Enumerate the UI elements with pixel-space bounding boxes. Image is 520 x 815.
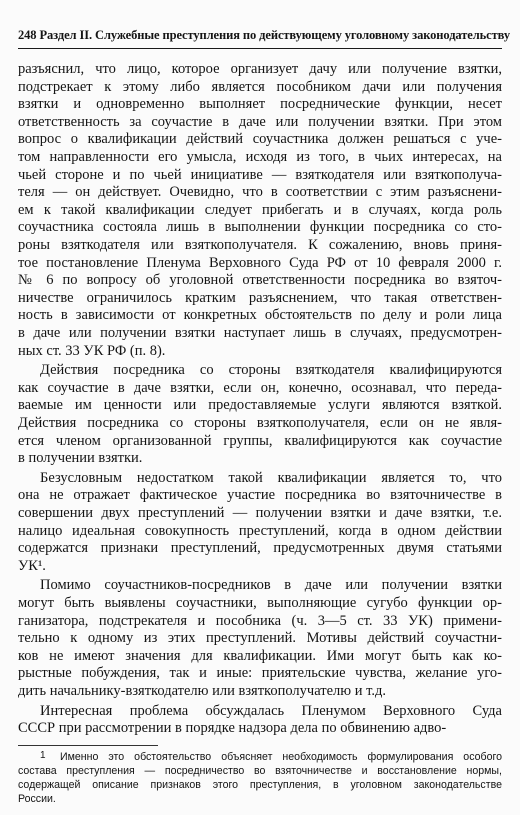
footnote-rule: [18, 745, 158, 746]
text-line: Помимо соучастников-посредников в даче или получении взятки: [40, 577, 502, 594]
header-rule: [18, 48, 502, 49]
text-line: подстрекает к этому либо является пособником дачи или получения: [18, 78, 502, 95]
text-line: разъяснил, что лицо, которое организует дачу или получение взятки,: [18, 61, 502, 77]
footnote-line: содержащей описание признаков этого преступления, в уголовном законодательстве: [18, 779, 502, 791]
text-line: Действия посредника со стороны взяткодателя квалифицируются: [40, 362, 502, 379]
text-line: взятки и одновременно выполняет посреднические функции, несет: [18, 96, 502, 113]
text-line: вопрос о квалификации действий соучастника должен решаться с уче-: [18, 131, 502, 148]
text-line: ответственность за соучастие в даче или получении взятки. При этом: [18, 113, 502, 130]
text-line: совершении двух преступлений — получении взятки и даче взятки, т.е.: [18, 505, 502, 521]
text-line: рыстные побуждения, так и иные: приятельские чувства, желание уго-: [18, 665, 502, 682]
text-line: в получении взятки.: [18, 450, 143, 467]
text-line: она не отражает фактическое участие посредника во взяточничестве в: [18, 487, 502, 504]
text-line: соучастника состояла лишь в выполнении функции посредника со сто-: [18, 219, 502, 236]
text-line: в даче или получении взятки наступает лишь в случаях, предусмотрен-: [18, 325, 502, 341]
text-line: содержатся признаки преступлений, предусмотренных двумя статьями: [18, 540, 502, 557]
running-header: 248 Раздел II. Служебные преступления по действующему уголовному законодательству: [18, 28, 511, 42]
text-line: как соучастие в даче взятки, если он, конечно, осознавал, что переда-: [18, 379, 502, 396]
text-line: чьей стороне и по чьей инициативе — взяткодателя или взяткополуча-: [18, 166, 502, 183]
text-line: том направленности его умысла, исходя из того, в чьих интересах, на: [18, 149, 502, 165]
text-line: налицо идеальная совокупность преступлений, когда в одном действии: [18, 522, 502, 539]
text-line: Интересная проблема обсуждалась Пленумом Верховного Суда: [40, 702, 502, 719]
text-line: СССР при рассмотрении в порядке надзора дела по обвинению адво-: [18, 720, 447, 737]
text-line: могут быть выявлены соучастники, выполняющие сугубо функции ор-: [18, 595, 502, 611]
text-line: роны взяткодателя или взяткополучателя. К сожалению, вновь приня-: [18, 237, 502, 253]
text-line: теля — он действует. Очевидно, что в соответствии с этим разъяснени-: [18, 184, 502, 201]
text-line: ных ст. 33 УК РФ (п. 8).: [18, 342, 166, 359]
text-line: ность в зависимости от конкретных обстоятельств по делу и роли лица: [18, 307, 502, 324]
text-line: ничестве ограничилось кратким разъяснением, что такая ответствен-: [18, 289, 502, 306]
text-line: ем к такой квалификации следует прибегать и в случаях, когда роль: [18, 201, 502, 218]
text-line: Действия посредника со стороны взяткополучателя, если он не явля-: [18, 415, 502, 431]
footnote-line: России.: [18, 793, 56, 805]
text-line: ганизатора, подстрекателя и пособника (ч. 3—5 ст. 33 УК) примени-: [18, 612, 502, 629]
footnote-marker: 1: [40, 750, 46, 761]
text-line: № 6 по вопросу об уголовной ответственности посредника во взяточ-: [18, 272, 502, 289]
text-line: УК¹.: [18, 557, 46, 574]
text-line: тое постановление Пленума Верховного Суда РФ от 10 февраля 2000 г.: [18, 254, 502, 271]
text-line: ется членом организованной группы, квалифицируются как соучастие: [18, 432, 502, 449]
text-line: ваемые им ценности или предоставляемые услуги являются взяткой.: [18, 397, 502, 414]
text-line: Безусловным недостатком такой квалификации является то, что: [40, 469, 502, 486]
text-line: тельно к одному из этих преступлений. Мотивы действий соучастни-: [18, 630, 502, 647]
footnote-line: состава преступления — посредничество во взяточничестве и восстановление нормы,: [18, 765, 502, 777]
text-line: дить начальнику-взяткодателю или взяткополучателю и т.д.: [18, 683, 386, 699]
text-line: ков не имеют значения для квалификации. Ими могут быть как ко-: [18, 647, 502, 664]
footnote-line: Именно это обстоятельство объясняет необходимость формулирования особого: [60, 751, 502, 763]
